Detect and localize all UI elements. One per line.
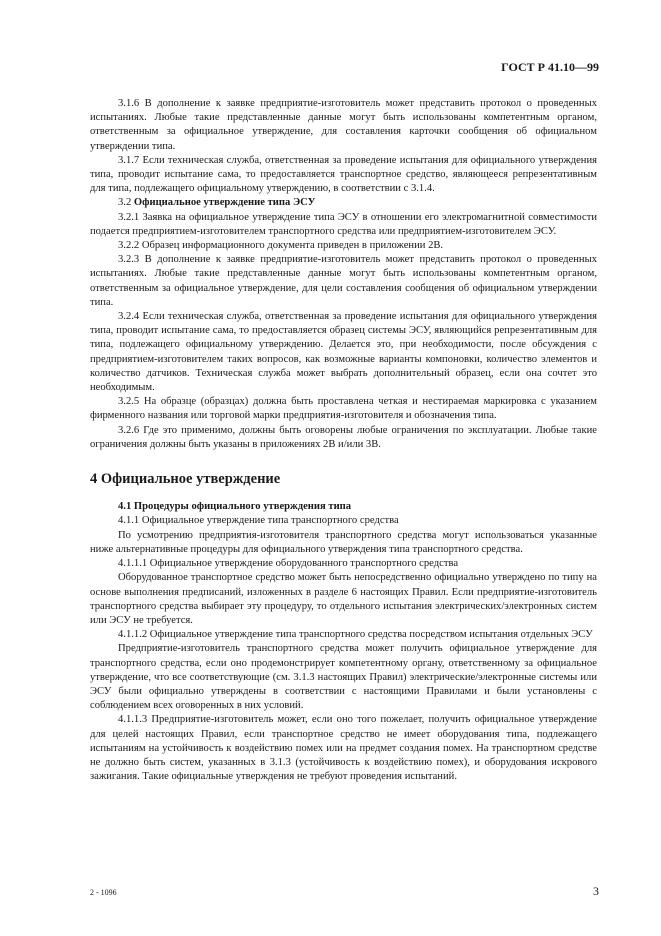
paragraph: 3.2.5 На образце (образцах) должна быть проставлена четкая и нестираемая маркировка с указанием фирменного названия или торговой марки предприятия-изготовителя и обозначения типа. xyxy=(90,396,597,422)
paragraph: 3.2.2 Образец информационного документа приведен в приложении 2В. xyxy=(118,240,444,252)
paragraph: 4.1.1.2 Официальное утверждение типа транспортного средства посредством испытания отдельных ЭСУ xyxy=(118,629,593,641)
subsection-heading-3-2 xyxy=(90,196,597,210)
subsection-heading-4-1: 4.1 Процедуры официального утверждения типа xyxy=(118,501,352,513)
print-code: 2 - 1096 xyxy=(90,888,117,897)
paragraph: По усмотрению предприятия-изготовителя транспортного средства могут использоваться указанные ниже альтернативные процедуры для официального утверждения типа транспортного средства. xyxy=(90,529,597,555)
paragraph: 3.2.1 Заявка на официальное утверждение типа ЭСУ в отношении его электромагнитной совместимости подается предприятием-изготовителем транспортного средства или предприятием-изготовителем ЭСУ. xyxy=(90,211,597,237)
paragraph: 4.1.1.1 Официальное утверждение оборудованного транспортного средства xyxy=(118,558,459,570)
paragraph: 4.1.1.3 Предприятие-изготовитель может, если оно того пожелает, получить официальное утверждение для целей настоящих Правил, если транспортное средство не имеет оборудования типа, подлежащего испытаниям на устойчивость к воздействию помех или на предмет создания помех. На транспортном средстве не должно быть систем, указанных в 3.1.3 (устойчивость к воздействию помех), и оборудования искрового зажигания. Такие официальные утверждения не требуют проведения испытаний. xyxy=(90,714,597,783)
subsection-number: 3.2 xyxy=(118,197,132,209)
standard-header: ГОСТ Р 41.10—99 xyxy=(501,60,599,74)
paragraph: Предприятие-изготовитель транспортного средства может получить официальное утверждение для транспортного средства, если оно продемонстрирует компетентному органу, ответственному за официальное утверждение, что все соответствующие (см. 3.1.3 настоящих Правил) электрические/электронные системы или ЭСУ были официально утверждены в соответствии с настоящими Правилами и были установлены с соблюдением всех оговоренных в них условий. xyxy=(90,643,597,712)
document-body xyxy=(90,97,597,784)
paragraph: 3.1.7 Если техническая служба, ответственная за проведение испытания для официального утверждения типа, проводит испытание сама, то предоставляется транспортное средство, являющееся репрезентативным для типа, подлежащего официальному утверждению, в соответствии с 3.1.4. xyxy=(90,154,597,195)
subsection-title: Официальное утверждение типа ЭСУ xyxy=(133,197,316,209)
paragraph: 3.2.6 Где это применимо, должны быть оговорены любые ограничения по эксплуатации. Любые такие ограничения должны быть указаны в приложениях 2В и/или 3В. xyxy=(90,424,597,450)
paragraph: 3.2.3 В дополнение к заявке предприятие-изготовитель может представить протокол о проведенных испытаниях. Любые такие представленные данные могут быть использованы компетентным органом, ответственным за официальное утверждение, для цели составления сообщения об официальном утверждении типа. xyxy=(90,254,597,308)
paragraph: 3.2.4 Если техническая служба, ответственная за проведение испытания для официального утверждения типа, проводит испытание сама, то предоставляется образец системы ЭСУ, являющийся репрезентативным для типа, подлежащего официальному утверждению. Делается это, при необходимости, после обсуждения с предприятием-изготовителем таких вопросов, как возможные варианты компоновки, количество элементов и количество датчиков. Техническая служба может выбрать дополнительный образец, если она сочтет это необходимым. xyxy=(90,311,597,394)
paragraph: 3.1.6 В дополнение к заявке предприятие-изготовитель может представить протокол о проведенных испытаниях. Любые такие представленные данные могут быть использованы компетентным органом, ответственным за официальное утверждение, для составления карточки сообщения об официальном утверждении типа. xyxy=(90,98,597,152)
paragraph: Оборудованное транспортное средство может быть непосредственно официально утверждено по типу на основе выполнения предписаний, изложенных в разделе 6 настоящих Правил. Если предприятие-изготовитель транспортного средства выбирает эту процедуру, то отдельного испытания электрических/электронных систем или ЭСУ не требуется. xyxy=(90,572,597,626)
section-heading-4: 4 Официальное утверждение xyxy=(90,471,281,488)
paragraph: 4.1.1 Официальное утверждение типа транспортного средства xyxy=(118,515,399,527)
page-number: 3 xyxy=(593,884,599,898)
